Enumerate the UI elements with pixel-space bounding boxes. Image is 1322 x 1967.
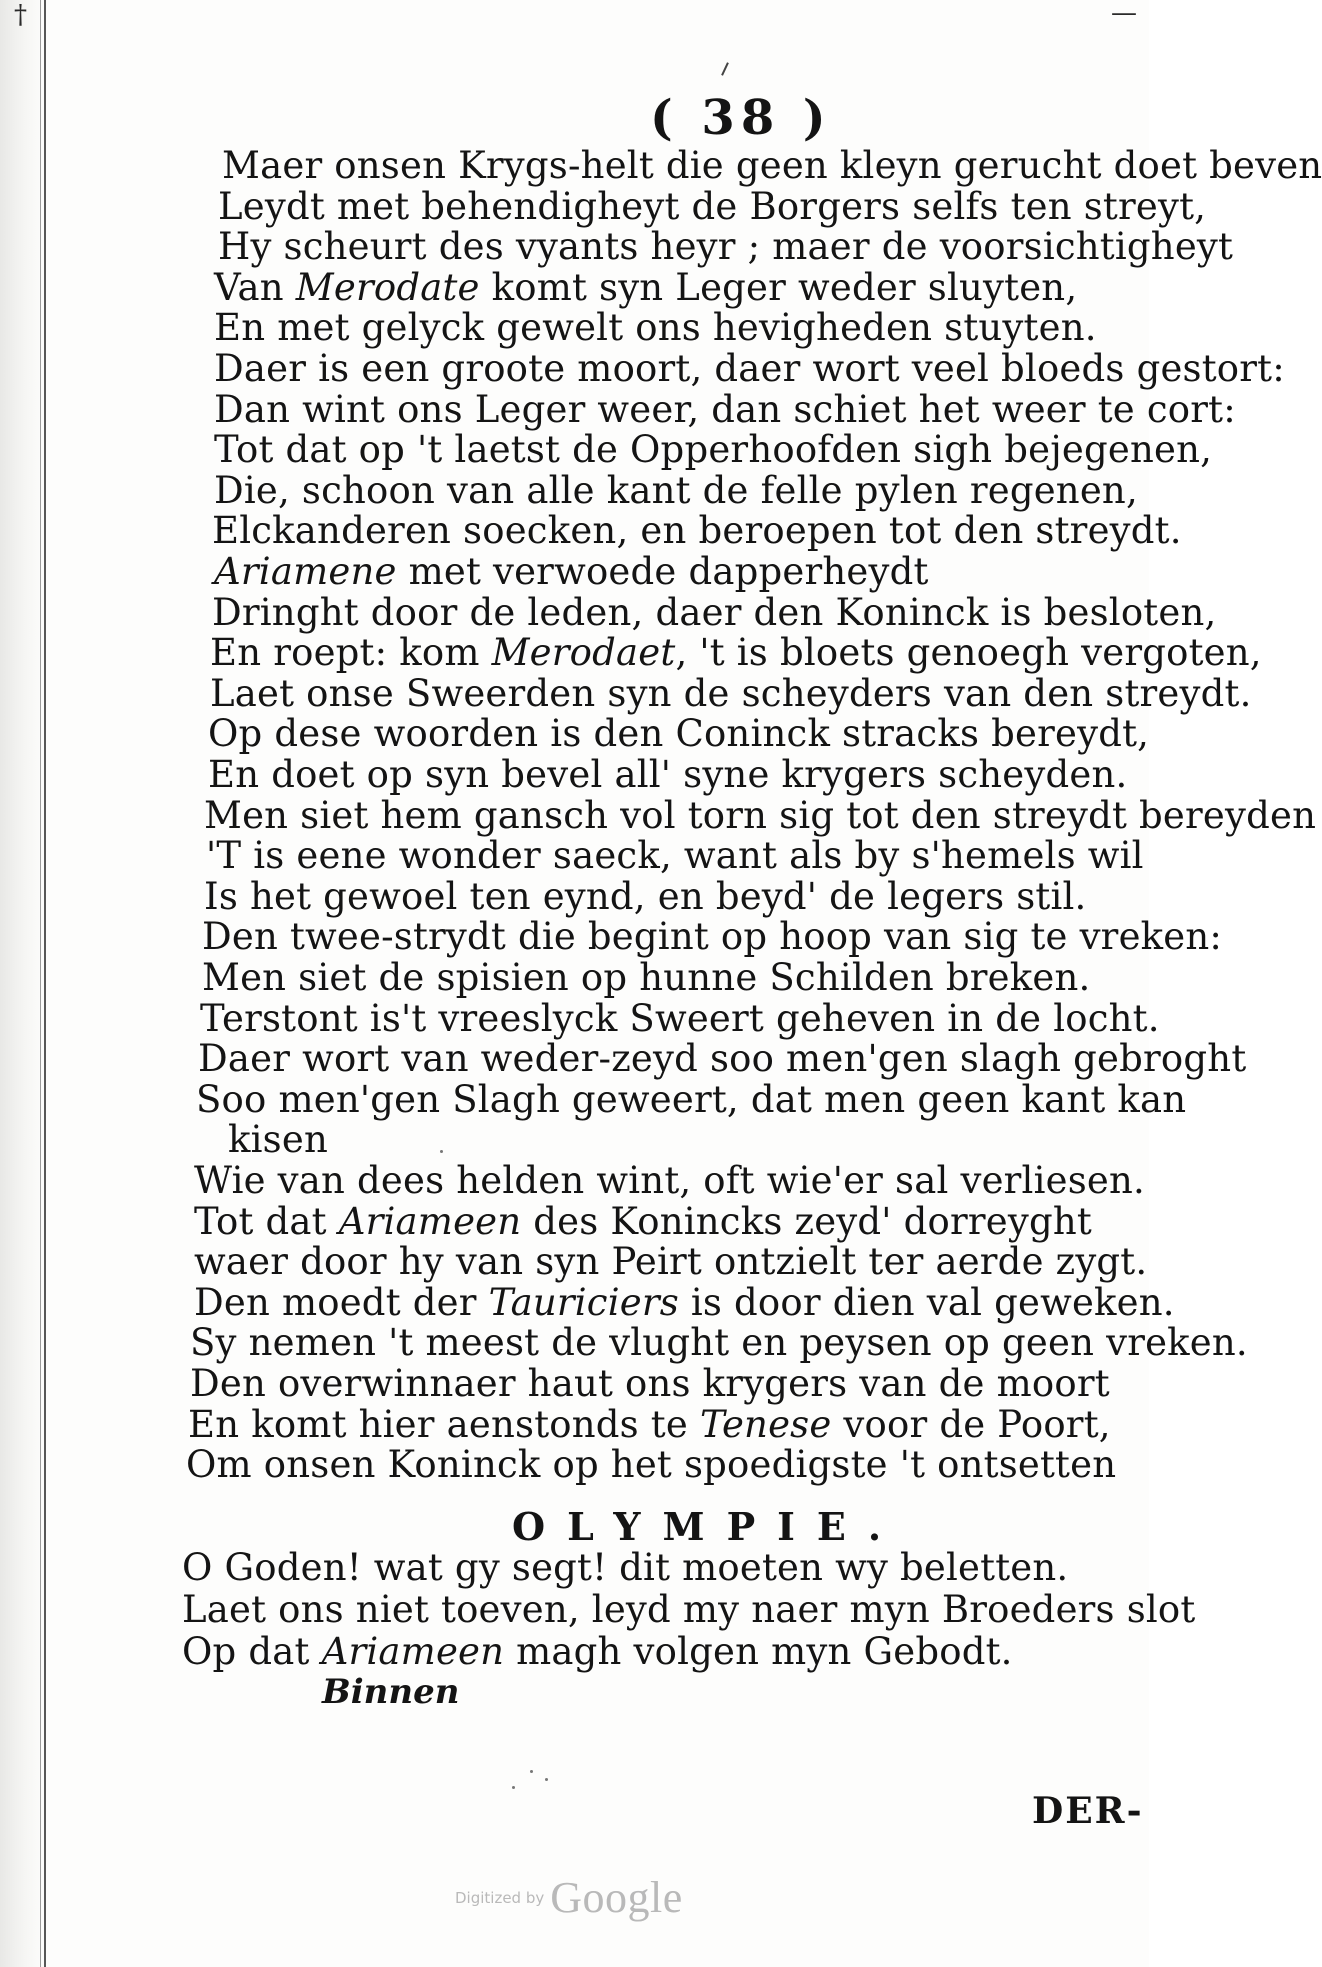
verse-line — [202, 917, 1222, 957]
italic-name: Tenese — [699, 1402, 832, 1446]
ink-speck — [530, 1770, 533, 1773]
line-text: Van — [214, 265, 296, 309]
verse-line — [208, 714, 1149, 754]
line-text: Leydt met behendigheyt de Borgers selfs ten streyt, — [218, 184, 1207, 228]
line-text: Sy nemen 't meest de vlught en peysen op geen vreken. — [190, 1321, 1248, 1365]
ink-tick — [721, 62, 729, 76]
verse-line — [214, 308, 1097, 348]
verse-line — [194, 1280, 1175, 1324]
verse-line — [212, 590, 1217, 634]
verse-line — [194, 1161, 1145, 1201]
verse-line — [204, 874, 1087, 918]
line-text: O Goden! wat gy segt! dit moeten wy beletten. — [182, 1546, 1069, 1589]
line-text: voor de Poort, — [831, 1402, 1111, 1446]
verse-line — [214, 468, 1138, 512]
line-text: Den moedt der — [194, 1280, 489, 1324]
line-text: Men siet de spisien op hunne Schilden breken. — [202, 956, 1091, 999]
line-text: kisen — [228, 1118, 328, 1162]
line-text: Hy scheurt des vyants heyr ; maer de voorsichtigheyt — [218, 225, 1234, 269]
line-text: En roept: kom — [210, 631, 492, 675]
speech-line — [182, 1548, 1068, 1588]
line-text: des Konincks zeyd' dorreyght — [521, 1199, 1092, 1243]
signature-mark: DER- — [1032, 1790, 1144, 1832]
catchword: Binnen — [322, 1672, 460, 1712]
corner-mark-right: — — [1111, 0, 1137, 28]
line-text: met verwoede dapperheydt — [396, 550, 929, 593]
line-text: Men siet hem gansch vol torn sig tot den streydt bereyden — [204, 793, 1317, 837]
verse-line — [190, 1364, 1110, 1404]
ink-speck — [440, 1150, 443, 1153]
italic-name: Merodaet — [491, 631, 676, 675]
verse-line — [194, 1199, 1092, 1243]
verse-line — [204, 793, 1317, 837]
italic-name: Merodate — [295, 265, 480, 309]
line-text: komt syn Leger weder sluyten, — [479, 265, 1078, 309]
italic-name: Ariameen — [338, 1199, 522, 1243]
verse-line — [214, 430, 1212, 470]
verse-line — [206, 836, 1144, 876]
italic-name: Tauriciers — [488, 1280, 679, 1324]
line-text: Den twee-strydt die begint op hoop van sig te vreken: — [202, 915, 1223, 959]
line-text: En komt hier aenstonds te — [188, 1402, 700, 1446]
verse-line — [202, 958, 1091, 998]
binding-line — [44, 0, 46, 1967]
verse-line — [198, 1039, 1246, 1079]
speaker-heading: OLYMPIE. — [512, 1504, 904, 1549]
verse-line — [214, 387, 1236, 431]
line-text: Laet onse Sweerden syn de scheyders van den streydt. — [210, 671, 1252, 715]
verse-line — [196, 1077, 1187, 1121]
verse-line — [186, 1445, 1116, 1485]
speech-line — [182, 1590, 1195, 1630]
google-watermark — [455, 1872, 683, 1923]
verse-line — [218, 227, 1233, 267]
line-text: Tot dat — [194, 1199, 339, 1243]
line-text: Den overwinnaer haut ons krygers van de moort — [190, 1362, 1110, 1405]
verse-line — [222, 146, 1322, 186]
page-number: ( 38 ) — [650, 90, 832, 146]
verse-line — [188, 1402, 1111, 1446]
line-text: En met gelyck gewelt ons hevigheden stuyten. — [214, 306, 1097, 350]
line-text: En doet op syn bevel all' syne krygers scheyden. — [208, 753, 1128, 796]
verse-line — [200, 996, 1160, 1040]
verse-line — [214, 349, 1285, 389]
verse-line — [214, 265, 1078, 309]
ink-speck — [545, 1778, 548, 1781]
verse-line — [212, 511, 1182, 551]
line-text: Dan wint ons Leger weer, dan schiet het weer te cort: — [214, 387, 1236, 431]
verse-line — [190, 1323, 1248, 1363]
line-text: Soo men'gen Slagh geweert, dat men geen kant kan — [196, 1077, 1187, 1121]
line-text: 'T is eene wonder saeck, want als by s'hemels wil — [206, 834, 1144, 878]
line-text: Daer is een groote moort, daer wort veel bloeds gestort: — [214, 347, 1285, 390]
line-text: Laet ons niet toeven, leyd my naer myn Broeders slot — [182, 1588, 1196, 1631]
verse-line — [210, 633, 1262, 673]
watermark-brand: Google — [550, 1873, 683, 1922]
verse-line — [218, 184, 1207, 228]
verse-line — [208, 755, 1127, 795]
line-text: magh volgen myn Gebodt. — [504, 1630, 1013, 1673]
line-text: Op dese woorden is den Coninck stracks bereydt, — [208, 712, 1150, 756]
verse-line — [210, 671, 1252, 715]
line-text: Om onsen Koninck op het spoedigste 't ontsetten — [186, 1443, 1117, 1487]
line-text: is door dien val geweken. — [678, 1280, 1175, 1324]
italic-name: Ariamene — [214, 550, 397, 593]
line-text: Elckanderen soecken, en beroepen tot den streydt. — [212, 509, 1182, 553]
line-text: Op dat — [182, 1630, 322, 1673]
line-text: Wie van dees helden wint, oft wie'er sal verliesen. — [194, 1159, 1145, 1202]
corner-mark-left: † — [14, 0, 27, 30]
ink-speck — [512, 1786, 515, 1789]
line-text: Maer onsen Krygs-helt die geen kleyn gerucht doet beven — [222, 144, 1322, 187]
binding-shadow — [40, 0, 41, 1967]
speech-line — [182, 1632, 1013, 1672]
line-text: Tot dat op 't laetst de Opperhoofden sigh bejegenen, — [214, 428, 1213, 472]
verse-line — [194, 1242, 1147, 1282]
verse-line — [228, 1120, 328, 1160]
line-text: Daer wort van weder-zeyd soo men'gen slagh gebroght — [198, 1037, 1247, 1081]
line-text: Terstont is't vreeslyck Sweert geheven in de locht. — [200, 996, 1160, 1040]
line-text: , 't is bloets genoegh vergoten, — [675, 631, 1262, 675]
line-text: Die, schoon van alle kant de felle pylen regenen, — [214, 468, 1138, 512]
verse-line — [214, 552, 929, 592]
watermark-prefix: Digitized by — [455, 1888, 545, 1907]
line-text: Is het gewoel ten eynd, en beyd' de legers stil. — [204, 874, 1087, 918]
line-text: Dringht door de leden, daer den Koninck is besloten, — [212, 590, 1217, 634]
italic-name: Ariameen — [321, 1630, 505, 1673]
line-text: waer door hy van syn Peirt ontzielt ter aerde zygt. — [194, 1240, 1148, 1284]
